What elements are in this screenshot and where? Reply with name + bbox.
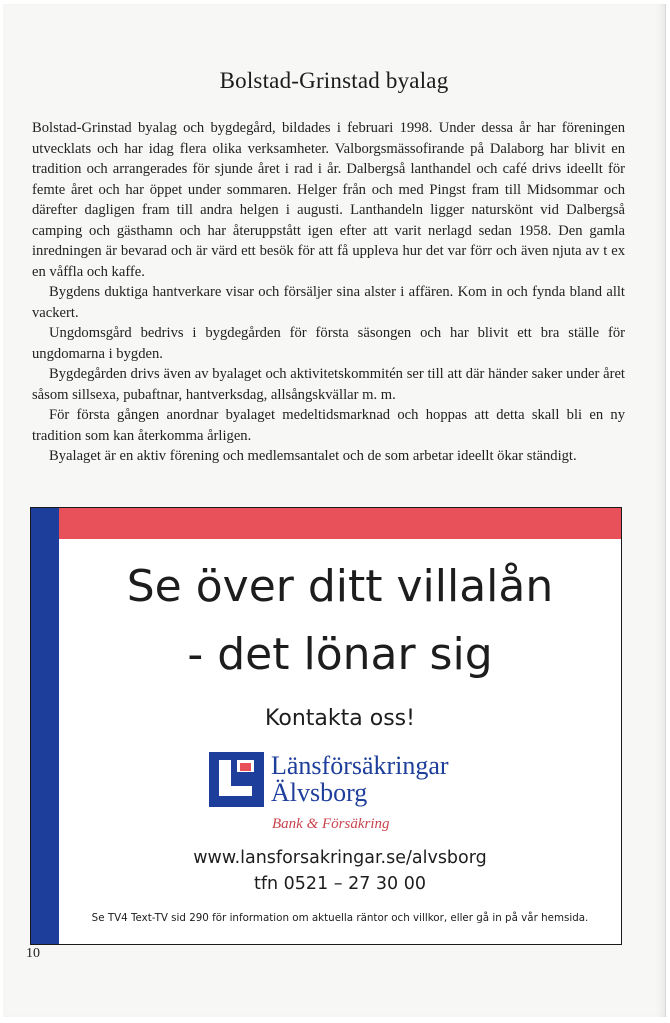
- ad-red-bar: [59, 508, 621, 539]
- ad-brand-line1: Länsförsäkringar: [271, 751, 449, 780]
- article-paragraph: Bygdegården drivs även av byalaget och aktivitetskommitén ser till att där händer saker under året såsom sillsexa, pubaftnar, hantverksdag, allsångskvällar m. m.: [32, 366, 625, 403]
- article-paragraph: Bygdens duktiga hantverkare visar och försäljer sina alster i affären. Kom in och fynda bland allt vackert.: [32, 284, 625, 321]
- page-number: 10: [26, 946, 40, 961]
- ad-blue-bar: [31, 508, 59, 944]
- article-paragraph: Byalaget är en aktiv förening och medlemsantalet och de som arbetar ideellt ökar ständigt.: [49, 448, 577, 464]
- advertisement: [30, 507, 622, 945]
- ad-brand: [271, 752, 449, 806]
- ad-phone: tfn 0521 – 27 30 00: [253, 874, 427, 894]
- article-paragraph: Bolstad-Grinstad byalag och bygdegård, bildades i februari 1998. Under dessa år har föreningen utvecklats och har idag flera olika verksamheter. Valborgsmässofirande på Dalaborg har blivit en tradition och arrangerades för sjunde året i rad i år. Dalbergså lanthandel och café drivs ideellt för femte året och har öppet under sommaren. Helger från och med Pingst fram till Midsommar och därefter dagligen fram till andra helgen i augusti. Lanthandeln ligger naturskönt vid Dalbergså camping och gästhamn och har återuppstått igen efter att varit nerlagd sedan 1958. Den gamla inredningen är bevarad och är värd ett besök för att få uppleva hur det var förr och även njuta av t ex en våffla och kaffe.: [32, 120, 625, 280]
- ad-tagline: Bank & Försäkring: [272, 816, 390, 832]
- ad-brand-line2: Älvsborg: [271, 778, 368, 807]
- article-title: Bolstad-Grinstad byalag: [219, 68, 449, 93]
- ad-contact: Kontakta oss!: [265, 706, 415, 731]
- ad-footnote: Se TV4 Text-TV sid 290 för information om aktuella räntor och villkor, eller gå in på vår hemsida.: [91, 912, 589, 924]
- page: [3, 4, 666, 1017]
- article-paragraph: Ungdomsgård bedrivs i bygdegården för första säsongen och har blivit ett bra ställe för ungdomarna i bygden.: [32, 325, 625, 362]
- ad-headline-line2: - det lönar sig: [187, 629, 493, 680]
- ad-headline-line1: Se över ditt villalån: [126, 561, 554, 612]
- lansforsakringar-logo-icon: [209, 752, 264, 807]
- article-paragraph: För första gången anordnar byalaget medeltidsmarknad och hoppas att detta skall bli en ny tradition som kan återkomma årligen.: [32, 407, 625, 444]
- ad-url: www.lansforsakringar.se/alvsborg: [193, 848, 487, 868]
- article-body: [32, 118, 625, 467]
